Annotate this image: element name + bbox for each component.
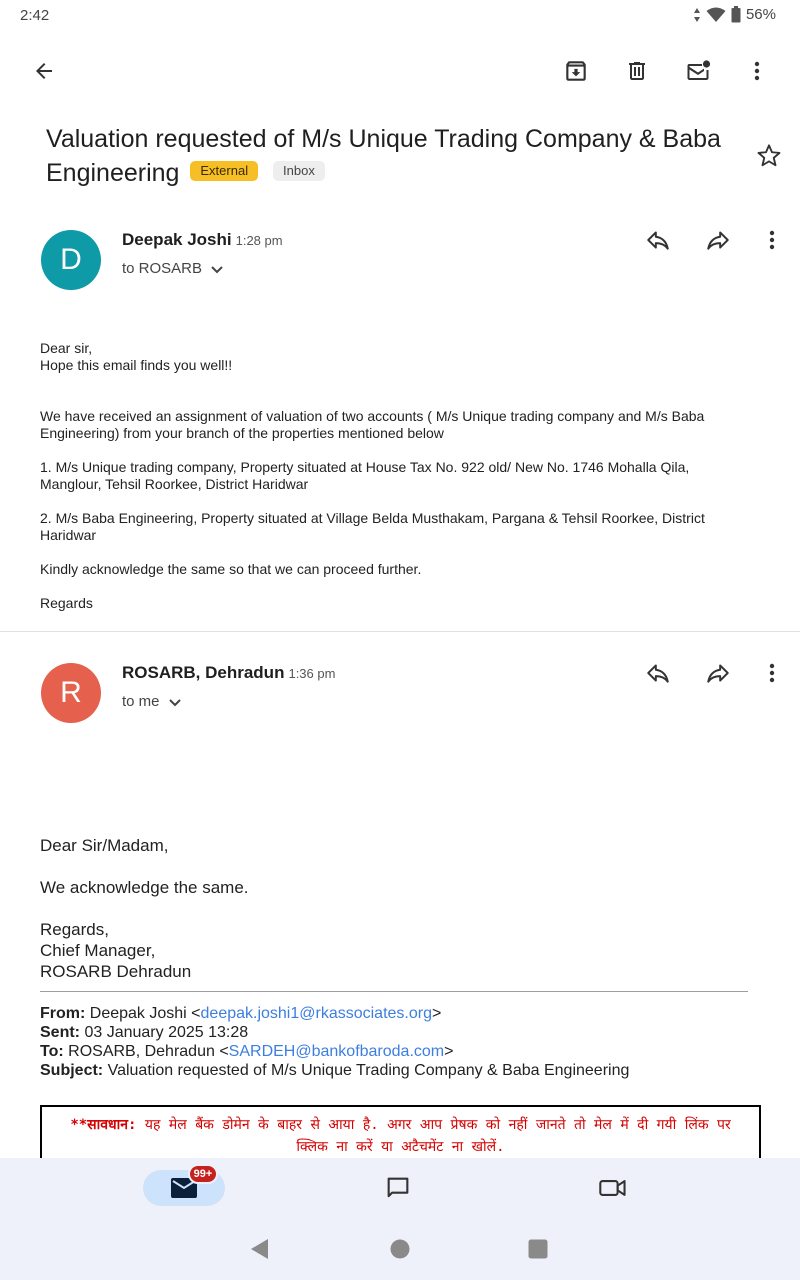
label-external[interactable]: External	[190, 161, 258, 181]
from-label: From:	[40, 1005, 86, 1022]
body-line: Regards,	[40, 920, 109, 939]
system-back-icon[interactable]	[246, 1236, 272, 1262]
body-paragraph: Kindly acknowledge the same so that we can proceed further.	[40, 561, 422, 577]
reply-icon[interactable]	[643, 658, 673, 688]
body-paragraph: 2. M/s Baba Engineering, Property situated at Village Belda Musthakam, Pargana & Tehsil Roorkee, District Haridwar	[40, 510, 705, 543]
quoted-subject	[40, 1061, 760, 1080]
sent-value: 03 January 2025 13:28	[84, 1024, 249, 1041]
mark-unread-icon[interactable]	[683, 56, 713, 86]
reply-icon[interactable]	[643, 225, 673, 255]
label-inbox[interactable]: Inbox	[273, 161, 325, 181]
recipients-toggle[interactable]	[122, 260, 224, 277]
sent-label: Sent:	[40, 1024, 80, 1041]
chevron-down-icon	[210, 264, 224, 274]
body-line: ROSARB Dehradun	[40, 962, 192, 981]
star-icon[interactable]	[754, 141, 784, 171]
data-arrows-icon	[693, 7, 701, 23]
avatar[interactable]	[41, 663, 101, 723]
avatar[interactable]	[41, 230, 101, 290]
body-paragraph: Dear Sir/Madam,	[40, 836, 169, 855]
archive-icon[interactable]	[561, 56, 591, 86]
body-paragraph: We acknowledge the same.	[40, 878, 249, 897]
signature	[40, 919, 760, 982]
status-time: 2:42	[20, 7, 50, 24]
message-body	[40, 835, 760, 1003]
system-home-icon[interactable]	[387, 1236, 413, 1262]
to-label: To:	[40, 1043, 64, 1060]
message-more-icon[interactable]	[757, 225, 787, 255]
recipients-text: to me	[122, 693, 160, 710]
toolbar	[0, 42, 800, 98]
forward-icon[interactable]	[703, 658, 733, 688]
external-warning-box	[40, 1105, 761, 1165]
recipients-toggle[interactable]	[122, 693, 182, 710]
status-bar	[0, 0, 800, 32]
to-name: ROSARB, Dehradun <	[68, 1043, 229, 1060]
chevron-down-icon	[168, 697, 182, 707]
warning-prefix: **सावधान:	[70, 1117, 137, 1133]
bracket: >	[432, 1005, 442, 1022]
quote-separator	[40, 991, 748, 992]
subject-value: Valuation requested of M/s Unique Trading Company & Baba Engineering	[107, 1062, 630, 1079]
recipients-text: to ROSARB	[122, 260, 203, 277]
body-paragraph: Regards	[40, 595, 93, 611]
body-line: Chief Manager,	[40, 941, 156, 960]
sender-name-text: ROSARB, Dehradun	[122, 663, 285, 682]
message-time: 1:36 pm	[288, 666, 336, 681]
quoted-sent	[40, 1023, 760, 1042]
subject-label: Subject:	[40, 1062, 104, 1079]
avatar-letter: R	[60, 676, 82, 709]
from-name: Deepak Joshi <	[89, 1005, 201, 1022]
unread-badge: 99+	[188, 1164, 218, 1184]
arrow-back-icon[interactable]	[29, 56, 59, 86]
from-email-link[interactable]: deepak.joshi1@rkassociates.org	[200, 1005, 432, 1022]
nav-meet[interactable]	[585, 1170, 641, 1206]
sender-name	[122, 230, 283, 250]
chat-icon	[384, 1174, 412, 1202]
nav-chat[interactable]	[370, 1170, 426, 1206]
warning-text: यह मेल बैंक डोमेन के बाहर से आया है. अगर आप प्रेषक को नहीं जानते तो मेल में दी गयी लिंक पर क्लिक ना करें या अटैचमेंट ना खोलें.	[136, 1117, 731, 1155]
body-paragraph: We have received an assignment of valuation of two accounts ( M/s Unique trading company and M/s Baba Engineering) from your branch of the properties mentioned below	[40, 408, 705, 441]
email-subject	[46, 122, 726, 190]
status-icons	[693, 6, 776, 23]
trash-icon[interactable]	[622, 56, 652, 86]
sender-name	[122, 663, 335, 683]
bracket: >	[444, 1043, 454, 1060]
message-body	[40, 340, 750, 629]
subject-text: Valuation requested of M/s Unique Trading Company & Baba Engineering	[46, 125, 721, 187]
body-line: Hope this email finds you well!!	[40, 357, 233, 373]
meet-icon	[598, 1175, 628, 1201]
battery-icon	[731, 6, 741, 23]
forward-icon[interactable]	[703, 225, 733, 255]
message-time: 1:28 pm	[235, 233, 283, 248]
body-paragraph	[40, 340, 750, 374]
battery-percent: 56%	[745, 6, 776, 23]
system-recents-icon[interactable]	[525, 1236, 551, 1262]
message-more-icon[interactable]	[757, 658, 787, 688]
more-vert-icon[interactable]	[742, 56, 772, 86]
quoted-from	[40, 1004, 760, 1023]
avatar-letter: D	[60, 243, 82, 276]
to-email-link[interactable]: SARDEH@bankofbaroda.com	[228, 1043, 445, 1060]
sender-name-text: Deepak Joshi	[122, 230, 232, 249]
quoted-to	[40, 1042, 760, 1061]
quoted-header	[40, 1004, 760, 1080]
body-paragraph: 1. M/s Unique trading company, Property situated at House Tax No. 922 old/ New No. 1746 Mohalla Qila, Manglour, Tehsil Roorkee, District Haridwar	[40, 459, 690, 492]
wifi-icon	[706, 7, 726, 23]
body-line: Dear sir,	[40, 340, 93, 356]
message-divider	[0, 631, 800, 632]
